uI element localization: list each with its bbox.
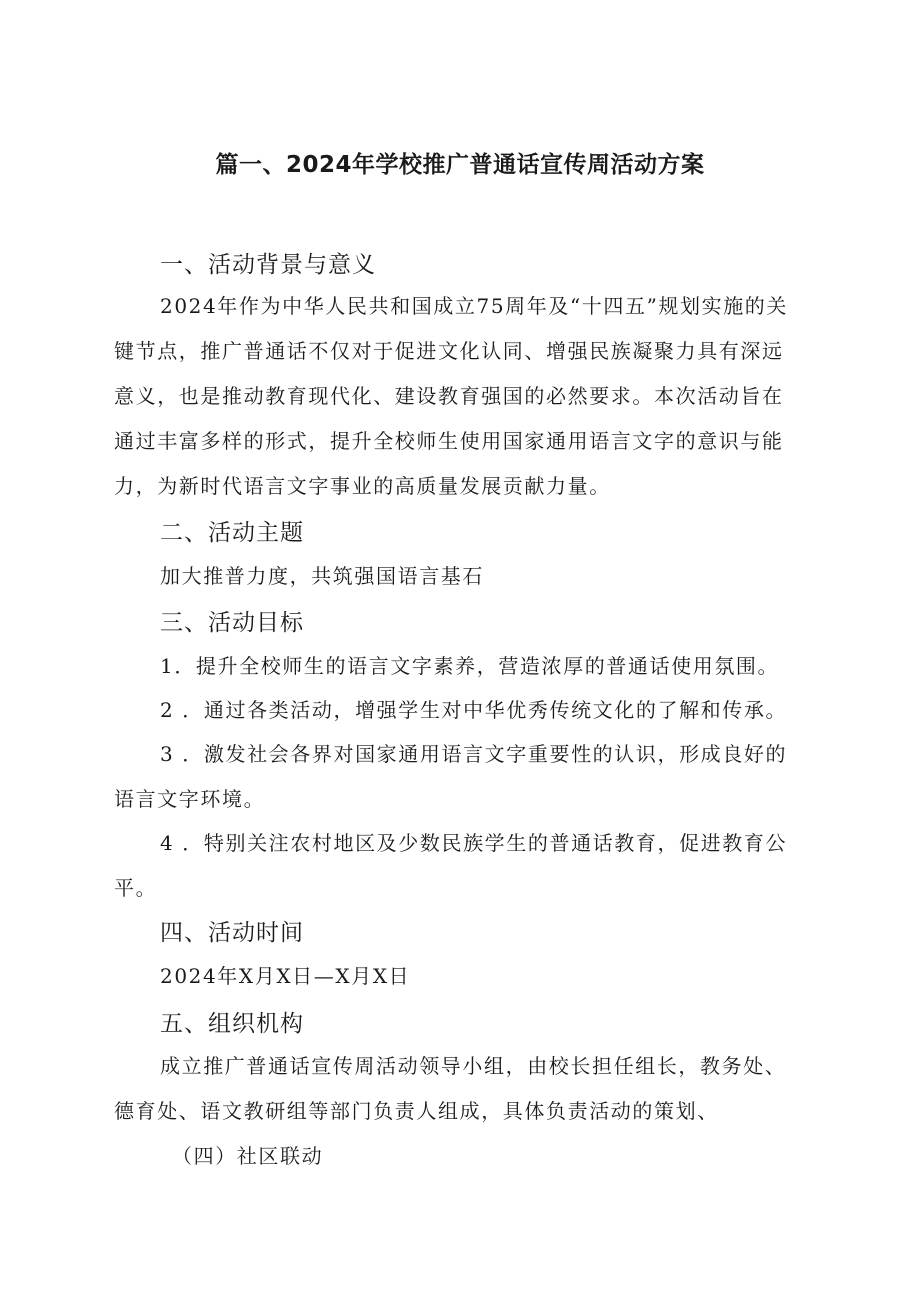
section-heading-goals: 三、活动目标 bbox=[160, 610, 304, 636]
paragraph-line: 加大推普力度，共筑强国语言基石 bbox=[160, 564, 484, 588]
activity-date-range: 2024年X月X日—X月X日 bbox=[160, 964, 411, 988]
subheading-community: （四）社区联动 bbox=[172, 1144, 324, 1168]
goal-item: 1．提升全校师生的语言文字素养，营造浓厚的普通话使用氛围。 bbox=[160, 654, 780, 678]
paragraph-line: 意义，也是推动教育现代化、建设教育强国的必然要求。本次活动旨在 bbox=[114, 384, 784, 408]
section-heading-time: 四、活动时间 bbox=[160, 920, 304, 946]
paragraph-line: 键节点，推广普通话不仅对于促进文化认同、增强民族凝聚力具有深远 bbox=[114, 339, 784, 363]
goal-item-continuation: 语言文字环境。 bbox=[114, 787, 266, 811]
section-heading-background: 一、活动背景与意义 bbox=[160, 252, 376, 278]
goal-item: 4 ．特别关注农村地区及少数民族学生的普通话教育，促进教育公 bbox=[160, 831, 788, 855]
goal-item: 3 ．激发社会各界对国家通用语言文字重要性的认识，形成良好的 bbox=[160, 742, 788, 766]
paragraph-line: 德育处、语文教研组等部门负责人组成，具体负责活动的策划、 bbox=[114, 1099, 719, 1123]
goal-item: 2 ．通过各类活动，增强学生对中华优秀传统文化的了解和传承。 bbox=[160, 698, 788, 722]
paragraph-line: 2024年作为中华人民共和国成立75周年及“十四五”规划实施的关 bbox=[160, 294, 788, 318]
goal-item-continuation: 平。 bbox=[114, 876, 158, 900]
section-heading-theme: 二、活动主题 bbox=[160, 520, 304, 546]
paragraph-line: 成立推广普通话宣传周活动领导小组，由校长担任组长，教务处、 bbox=[160, 1054, 787, 1078]
section-heading-organization: 五、组织机构 bbox=[160, 1011, 304, 1037]
document-title: 篇一、2024年学校推广普通话宣传周活动方案 bbox=[215, 152, 705, 178]
paragraph-line: 力，为新时代语言文字事业的高质量发展贡献力量。 bbox=[114, 474, 611, 498]
paragraph-line: 通过丰富多样的形式，提升全校师生使用国家通用语言文字的意识与能 bbox=[114, 429, 784, 453]
